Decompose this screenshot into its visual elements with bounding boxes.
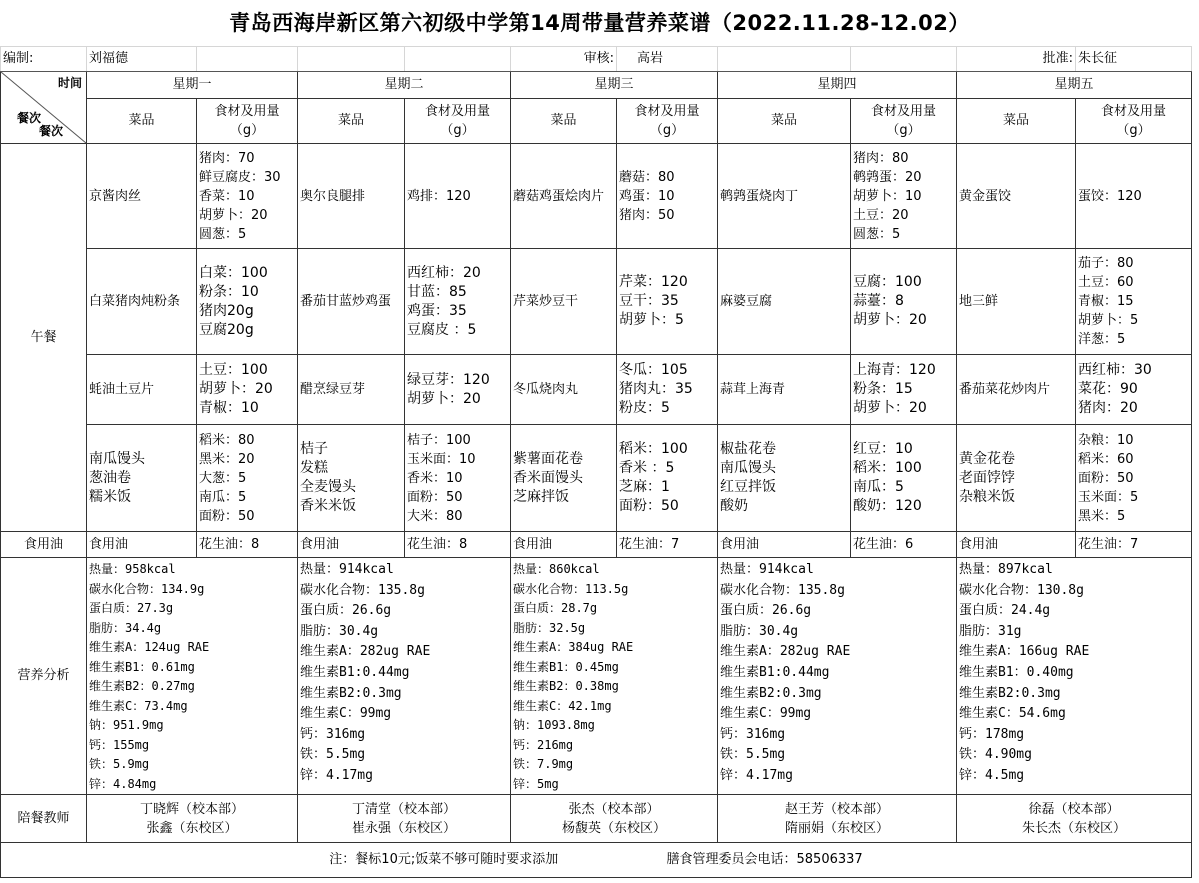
nutrition-line: 维生素B2：0.38mg (513, 679, 619, 693)
ingredient-line: 茄子：80 (1078, 256, 1134, 271)
lunch-row (1, 355, 1192, 425)
ingredient-line: 豆腐：100 (853, 274, 922, 290)
teacher-name: 赵王芳（校本部） (784, 801, 889, 817)
ingredient-line: 桔子：100 (407, 432, 471, 448)
nutrition-line: 碳水化合物：135.8g (720, 582, 845, 598)
dish-name: 芹菜炒豆干 (513, 294, 579, 309)
footer-note: 注：餐标10元;饭菜不够可随时要求添加 (329, 852, 559, 867)
ingredient-line: 玉米面：10 (407, 451, 476, 467)
nutrition-cell-thu (718, 558, 957, 795)
ingredient-header-unit: （g） (886, 123, 921, 138)
ingredient-line: 菜花：90 (1078, 381, 1138, 397)
teacher-cell-fri (957, 795, 1192, 843)
teachers-label: 陪餐教师 (1, 795, 87, 843)
dish-cell-mon (87, 144, 197, 249)
dish-name: 糯米饭 (89, 488, 131, 505)
dish-name: 紫薯面花卷 (513, 450, 583, 467)
nutrition-line: 热量：914kcal (720, 562, 814, 577)
ingredient-cell-wed (617, 425, 718, 532)
nutrition-line: 锌：4.17mg (720, 767, 793, 783)
ingredient-line: 青椒：15 (1078, 294, 1134, 309)
ingredient-header-line: 食材及用量 (1100, 104, 1166, 119)
nutrition-line: 热量：958kcal (89, 562, 176, 576)
ingredient-line: 胡萝卜：20 (407, 390, 481, 407)
ingredient-cell-fri (1076, 355, 1192, 425)
ingredient-line: 土豆：20 (853, 207, 909, 223)
nutrition-line: 钙：216mg (513, 737, 574, 752)
ingredient-line: 蘑菇：80 (619, 169, 675, 185)
ingredient-line: 绿豆芽：120 (407, 371, 490, 388)
ingredient-line: 鲜豆腐皮：30 (199, 169, 281, 185)
ingredient-cell-wed (617, 355, 718, 425)
dish-cell-thu (718, 144, 851, 249)
oil-dish-mon: 食用油 (87, 532, 197, 558)
dish-name: 芝麻拌饭 (513, 488, 569, 505)
ingredient-cell-tue (405, 249, 511, 355)
nutrition-line: 维生素A：166ug RAE (959, 644, 1090, 660)
teacher-name: 张鑫（东校区） (146, 820, 238, 836)
ingredient-cell-thu (851, 144, 957, 249)
nutrition-line: 脂肪：30.4g (720, 623, 799, 639)
ingredient-line: 上海青：120 (853, 362, 936, 378)
teacher-cell-mon (87, 795, 298, 843)
ingredient-line: 西红柿：20 (407, 264, 481, 281)
nutrition-line: 维生素B1:0.44mg (300, 664, 410, 680)
signature-row (1, 47, 1192, 72)
dish-cell-thu (718, 425, 851, 532)
dish-name: 南瓜馒头 (720, 460, 776, 476)
oil-ingredient-thu: 花生油：6 (851, 532, 957, 558)
nutrition-line: 钠：1093.8mg (513, 718, 595, 732)
day-header-tue: 星期二 (298, 72, 511, 99)
ingredient-line: 杂粮：10 (1078, 432, 1134, 448)
ingredient-header-tue (405, 99, 511, 144)
nutrition-line: 锌：4.84mg (89, 776, 157, 791)
ingredient-cell-tue (405, 425, 511, 532)
nutrition-line: 碳水化合物：134.9g (89, 581, 205, 596)
ingredient-line: 南瓜：5 (199, 489, 247, 505)
ingredient-header-unit: （g） (649, 123, 685, 138)
dish-name: 桔子 (300, 441, 328, 457)
nutrition-line: 维生素B1:0.44mg (720, 664, 830, 680)
nutrition-line: 维生素B1：0.45mg (513, 659, 619, 674)
ingredient-line: 西红柿：30 (1078, 362, 1152, 378)
nutrition-line: 钙：178mg (959, 726, 1025, 742)
ingredient-line: 猪肉：50 (619, 207, 675, 223)
ingredient-line: 面粉：50 (619, 498, 679, 514)
nutrition-line: 维生素B1：0.40mg (959, 664, 1074, 680)
ingredient-line: 蛋饺：120 (1078, 188, 1142, 204)
dish-name: 发糕 (300, 460, 328, 476)
lunch-row (1, 249, 1192, 355)
teacher-cell-wed (511, 795, 718, 843)
nutrition-line: 铁：5.9mg (89, 757, 150, 771)
footer-row (1, 843, 1192, 878)
ingredient-line: 蒜薹：8 (853, 293, 904, 309)
ingredient-cell-tue (405, 144, 511, 249)
nutrition-line: 铁：5.5mg (300, 747, 366, 763)
dish-name: 蒜茸上海青 (720, 382, 786, 397)
nutrition-line: 脂肪：32.5g (513, 620, 586, 635)
ingredient-cell-mon (197, 425, 298, 532)
reviewer-name: 高岩 (617, 47, 718, 72)
dish-name: 麻婆豆腐 (720, 294, 773, 309)
ingredient-line: 猪肉20g (199, 302, 254, 319)
nutrition-line: 维生素A：124ug RAE (89, 640, 210, 654)
ingredient-header-fri (1076, 99, 1192, 144)
teacher-cell-tue (298, 795, 511, 843)
nutrition-line: 维生素A：282ug RAE (300, 644, 431, 660)
teacher-name: 杨馥英（东校区） (561, 820, 666, 836)
reviewer-label: 审核: (511, 47, 617, 72)
ingredient-line: 黑米：5 (1078, 508, 1126, 524)
nutrition-line: 维生素A：384ug RAE (513, 640, 634, 654)
dish-name: 醋烹绿豆芽 (300, 382, 366, 397)
nutrition-line: 铁：4.90mg (959, 747, 1032, 763)
ingredient-line: 大葱：5 (199, 470, 247, 486)
ingredient-cell-mon (197, 355, 298, 425)
dish-name: 红豆拌饭 (720, 479, 776, 495)
ingredient-cell-thu (851, 425, 957, 532)
ingredient-line: 酸奶：120 (853, 498, 922, 514)
nutrition-line: 脂肪：31g (959, 623, 1022, 639)
ingredient-line: 土豆：60 (1078, 275, 1134, 290)
dish-name: 京酱肉丝 (89, 188, 142, 204)
ingredient-line: 胡萝卜：20 (199, 207, 268, 223)
nutrition-line: 热量：914kcal (300, 562, 394, 577)
nutrition-line: 热量：897kcal (959, 562, 1053, 577)
ingredient-line: 面粉：50 (1078, 470, 1134, 486)
ingredient-line: 胡萝卜：20 (853, 312, 927, 328)
nutrition-line: 脂肪：34.4g (89, 620, 162, 635)
oil-ingredient-tue: 花生油：8 (405, 532, 511, 558)
dish-name: 椒盐花卷 (720, 441, 776, 457)
teacher-name: 徐磊（校本部） (1028, 801, 1120, 817)
dish-name: 鹌鹑蛋烧肉丁 (720, 188, 799, 204)
dish-name: 白菜猪肉炖粉条 (89, 294, 181, 309)
oil-dish-fri: 食用油 (957, 532, 1076, 558)
dish-name: 黄金花卷 (959, 450, 1015, 467)
approver-label: 批准: (957, 47, 1076, 72)
ingredient-line: 芝麻：1 (619, 479, 670, 495)
nutrition-line: 钙：316mg (300, 726, 366, 742)
ingredient-line: 豆腐20g (199, 321, 254, 338)
dish-name: 黄金蛋饺 (959, 188, 1012, 204)
dish-cell-wed (511, 249, 617, 355)
dish-name: 冬瓜烧肉丸 (513, 382, 579, 397)
dish-cell-mon (87, 425, 197, 532)
nutrition-line: 维生素B2:0.3mg (720, 685, 822, 701)
lunch-section (1, 144, 1192, 532)
lunch-label: 午餐 (1, 144, 87, 532)
nutrition-line: 碳水化合物：130.8g (959, 582, 1084, 598)
teacher-name: 丁清堂（校本部） (351, 801, 456, 817)
ingredient-header-wed (617, 99, 718, 144)
ingredient-cell-wed (617, 249, 718, 355)
editor-name: 刘福德 (87, 47, 197, 72)
oil-label: 食用油 (1, 532, 87, 558)
ingredient-header-thu (851, 99, 957, 144)
nutrition-line: 脂肪：30.4g (300, 623, 379, 639)
day-header-thu: 星期四 (718, 72, 957, 99)
editor-label: 编制: (1, 47, 87, 72)
ingredient-line: 胡萝卜：5 (1078, 313, 1139, 328)
ingredient-cell-tue (405, 355, 511, 425)
nutrition-line: 碳水化合物：135.8g (300, 582, 425, 598)
ingredient-line: 冬瓜：105 (619, 362, 688, 378)
corner-meal-2: 餐次 (39, 124, 64, 138)
ingredient-cell-fri (1076, 144, 1192, 249)
nutrition-line: 维生素B1：0.61mg (89, 659, 195, 674)
oil-ingredient-wed: 花生油：7 (617, 532, 718, 558)
ingredient-line: 圆葱：5 (199, 226, 247, 242)
nutrition-line: 蛋白质：26.6g (720, 603, 812, 619)
nutrition-cell-mon (87, 558, 298, 795)
ingredient-line: 香菜：10 (199, 188, 255, 204)
nutrition-row (1, 558, 1192, 795)
ingredient-cell-fri (1076, 249, 1192, 355)
ingredient-line: 面粉：50 (199, 508, 255, 524)
ingredient-line: 粉条：15 (853, 381, 913, 397)
ingredient-cell-fri (1076, 425, 1192, 532)
dish-name: 葱油卷 (89, 469, 131, 486)
dish-cell-tue (298, 355, 405, 425)
ingredient-line: 玉米面：5 (1078, 489, 1139, 505)
ingredient-line: 洋葱：5 (1078, 332, 1126, 347)
ingredient-line: 粉条：10 (199, 283, 259, 300)
day-header-wed: 星期三 (511, 72, 718, 99)
ingredient-line: 猪肉：80 (853, 150, 909, 166)
dish-header-thu: 菜品 (718, 99, 851, 144)
ingredient-cell-thu (851, 355, 957, 425)
ingredient-line: 土豆：100 (199, 362, 268, 378)
nutrition-line: 维生素C：99mg (300, 706, 392, 722)
ingredient-line: 胡萝卜：5 (619, 312, 684, 328)
teacher-name: 崔永强（东校区） (351, 820, 456, 836)
day-header-mon: 星期一 (87, 72, 298, 99)
dish-cell-fri (957, 355, 1076, 425)
oil-dish-tue: 食用油 (298, 532, 405, 558)
nutrition-cell-tue (298, 558, 511, 795)
dish-cell-mon (87, 355, 197, 425)
nutrition-line: 锌：5mg (513, 776, 559, 791)
page-title: 青岛西海岸新区第六初级中学第14周带量营养菜谱（2022.11.28-12.02） (229, 11, 970, 35)
approver-name: 朱长征 (1076, 47, 1192, 72)
ingredient-line: 稻米：80 (199, 432, 255, 448)
ingredient-line: 猪肉丸：35 (619, 381, 693, 397)
nutrition-line: 热量：860kcal (513, 562, 600, 576)
nutrition-line: 蛋白质：27.3g (89, 601, 174, 615)
nutrition-line: 锌：4.5mg (959, 767, 1025, 783)
dish-cell-tue (298, 144, 405, 249)
dish-name: 番茄甘蓝炒鸡蛋 (300, 294, 392, 309)
ingredient-line: 稻米：100 (853, 460, 922, 476)
ingredient-line: 鸡蛋：10 (619, 188, 675, 204)
teachers-row (1, 795, 1192, 843)
ingredient-line: 胡萝卜：20 (853, 400, 927, 416)
sub-header-row (1, 99, 1192, 144)
ingredient-header-line: 食材及用量 (424, 104, 490, 119)
dish-cell-mon (87, 249, 197, 355)
ingredient-line: 南瓜：5 (853, 479, 904, 495)
nutrition-line: 维生素C：42.1mg (513, 698, 612, 713)
ingredient-cell-wed (617, 144, 718, 249)
day-header-fri: 星期五 (957, 72, 1192, 99)
corner-time: 时间 (57, 76, 82, 90)
ingredient-line: 鹌鹑蛋：20 (853, 169, 922, 185)
dish-cell-thu (718, 355, 851, 425)
dish-header-mon: 菜品 (87, 99, 197, 144)
nutrition-line: 维生素B2:0.3mg (300, 685, 402, 701)
dish-cell-fri (957, 249, 1076, 355)
ingredient-header-unit: （g） (229, 123, 265, 138)
corner-meal-1: 餐次 (17, 111, 42, 125)
dish-name: 酸奶 (720, 498, 748, 514)
ingredient-line: 香米：10 (407, 470, 463, 486)
ingredient-line: 芹菜：120 (619, 274, 688, 290)
oil-ingredient-mon: 花生油：8 (197, 532, 298, 558)
nutrition-line: 蛋白质：28.7g (513, 601, 598, 615)
dish-name: 奥尔良腿排 (300, 188, 366, 204)
oil-ingredient-fri: 花生油：7 (1076, 532, 1192, 558)
nutrition-cell-wed (511, 558, 718, 795)
ingredient-line: 青椒：10 (199, 400, 259, 416)
ingredient-header-mon (197, 99, 298, 144)
dish-name: 番茄菜花炒肉片 (959, 382, 1051, 397)
lunch-row (1, 425, 1192, 532)
ingredient-line: 圆葱：5 (853, 226, 901, 242)
nutrition-line: 蛋白质：24.4g (959, 603, 1051, 619)
ingredient-line: 大米：80 (407, 508, 463, 524)
dish-name: 蘑菇鸡蛋烩肉片 (513, 188, 605, 204)
menu-table (0, 46, 1192, 878)
dish-header-fri: 菜品 (957, 99, 1076, 144)
ingredient-line: 稻米：100 (619, 441, 688, 457)
nutrition-line: 维生素B2：0.27mg (89, 679, 195, 693)
teacher-cell-thu (718, 795, 957, 843)
nutrition-line: 维生素C：99mg (720, 706, 812, 722)
footer-note-cell (1, 843, 1192, 878)
ingredient-header-unit: （g） (440, 123, 475, 138)
dish-name: 杂粮米饭 (959, 488, 1015, 505)
ingredient-cell-thu (851, 249, 957, 355)
teacher-name: 朱长杰（东校区） (1021, 820, 1126, 836)
dish-header-wed: 菜品 (511, 99, 617, 144)
dish-cell-wed (511, 355, 617, 425)
corner-cell (1, 72, 87, 144)
ingredient-line: 粉皮：5 (619, 400, 670, 416)
ingredient-header-line: 食材及用量 (634, 104, 700, 119)
oil-row (1, 532, 1192, 558)
ingredient-line: 鸡排：120 (407, 188, 471, 204)
ingredient-header-line: 食材及用量 (214, 104, 280, 119)
nutrition-line: 维生素C：54.6mg (959, 706, 1066, 722)
nutrition-line: 维生素C：73.4mg (89, 698, 188, 713)
ingredient-header-line: 食材及用量 (870, 104, 936, 119)
teacher-name: 丁晓辉（校本部） (139, 801, 244, 817)
dish-name: 香米米饭 (300, 498, 356, 514)
dish-cell-wed (511, 144, 617, 249)
dish-name: 老面饽饽 (959, 469, 1015, 486)
ingredient-line: 胡萝卜：10 (853, 188, 922, 204)
nutrition-line: 蛋白质：26.6g (300, 603, 392, 619)
ingredient-line: 面粉：50 (407, 489, 463, 505)
ingredient-line: 鸡蛋：35 (407, 302, 467, 319)
nutrition-label: 营养分析 (1, 558, 87, 795)
day-header-row (1, 72, 1192, 99)
ingredient-line: 香米 ：5 (619, 460, 675, 476)
dish-name: 香米面馒头 (513, 469, 583, 486)
ingredient-cell-mon (197, 144, 298, 249)
nutrition-line: 钙：155mg (89, 737, 150, 752)
dish-header-tue: 菜品 (298, 99, 405, 144)
dish-cell-fri (957, 144, 1076, 249)
teacher-name: 隋丽娟（东校区） (784, 820, 889, 836)
ingredient-line: 甘蓝：85 (407, 283, 467, 300)
nutrition-line: 钙：316mg (720, 726, 786, 742)
nutrition-line: 锌：4.17mg (300, 767, 373, 783)
lunch-row (1, 144, 1192, 249)
dish-name: 地三鲜 (959, 294, 999, 309)
nutrition-line: 维生素A：282ug RAE (720, 644, 851, 660)
nutrition-line: 钠：951.9mg (89, 718, 164, 732)
dish-cell-fri (957, 425, 1076, 532)
dish-name: 南瓜馒头 (89, 450, 145, 467)
ingredient-line: 白菜：100 (199, 264, 268, 281)
dish-name: 全麦馒头 (300, 479, 356, 495)
nutrition-line: 碳水化合物：113.5g (513, 581, 629, 596)
ingredient-header-unit: （g） (1116, 123, 1151, 138)
nutrition-line: 维生素B2:0.3mg (959, 685, 1061, 701)
dish-cell-thu (718, 249, 851, 355)
dish-name: 蚝油土豆片 (89, 382, 155, 397)
nutrition-line: 铁：7.9mg (513, 757, 574, 771)
dish-cell-tue (298, 425, 405, 532)
ingredient-line: 稻米：60 (1078, 451, 1134, 467)
oil-dish-thu: 食用油 (718, 532, 851, 558)
ingredient-line: 红豆：10 (853, 441, 913, 457)
ingredient-line: 猪肉：20 (1078, 400, 1138, 416)
ingredient-line: 豆腐皮 ：5 (407, 321, 477, 338)
nutrition-line: 铁：5.5mg (720, 747, 786, 763)
footer-phone: 膳食管理委员会电话：58506337 (666, 852, 863, 867)
ingredient-line: 黑米：20 (199, 451, 255, 467)
oil-dish-wed: 食用油 (511, 532, 617, 558)
dish-cell-wed (511, 425, 617, 532)
ingredient-line: 猪肉：70 (199, 150, 255, 166)
ingredient-line: 豆干：35 (619, 293, 679, 309)
nutrition-cell-fri (957, 558, 1192, 795)
ingredient-cell-mon (197, 249, 298, 355)
teacher-name: 张杰（校本部） (568, 801, 660, 817)
ingredient-line: 胡萝卜：20 (199, 381, 273, 397)
dish-cell-tue (298, 249, 405, 355)
